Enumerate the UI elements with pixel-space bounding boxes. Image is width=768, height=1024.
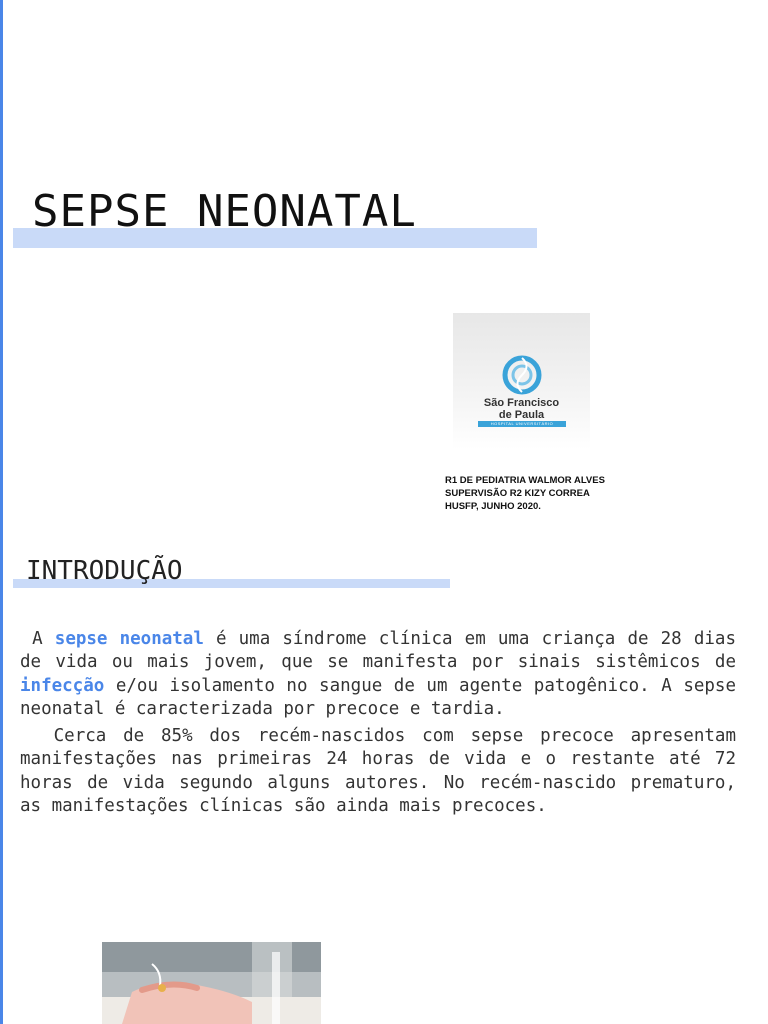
credit-line-supervisor: SUPERVISÃO R2 KIZY CORREA <box>445 488 590 499</box>
logo-swirl-icon <box>501 354 543 396</box>
intro-body <box>20 628 736 818</box>
highlight-infeccao: infecção <box>20 675 105 696</box>
credit-line-date: HUSFP, JUNHO 2020. <box>445 501 541 512</box>
hospital-logo <box>453 313 590 450</box>
intro-paragraph-1: A sepse neonatal é uma síndrome clínica em uma criança de 28 dias de vida ou mais jovem, que se manifesta por sinais sistêmicos de infecção e/ou isolamento no sangue de um agente patogênico. A sepse neonatal é caracterizada por precoce e tardia. <box>20 629 736 719</box>
logo-name <box>453 397 590 421</box>
newborn-photo <box>102 942 321 1024</box>
credits <box>445 474 645 513</box>
intro-paragraph-2: Cerca de 85% dos recém-nascidos com sepse precoce apresentam manifestações nas primeiras 24 horas de vida e o restante até 72 horas de vida segundo alguns autores. No recém-nascido prematuro, as manifestações clínicas são ainda mais precoces. <box>20 726 736 817</box>
left-accent-rule <box>0 0 3 1024</box>
credit-line-author: R1 DE PEDIATRIA WALMOR ALVES <box>445 475 605 486</box>
section-heading-introducao: INTRODUÇÃO <box>26 556 183 586</box>
logo-name-line2: de Paula <box>498 409 545 421</box>
highlight-sepse-neonatal: sepse neonatal <box>54 629 204 649</box>
page-title: SEPSE NEONATAL <box>32 186 417 237</box>
logo-subtitle: HOSPITAL UNIVERSITÁRIO <box>478 421 566 427</box>
newborn-photo-illustration <box>102 942 321 1024</box>
logo-name-line1: São Francisco <box>483 397 560 409</box>
